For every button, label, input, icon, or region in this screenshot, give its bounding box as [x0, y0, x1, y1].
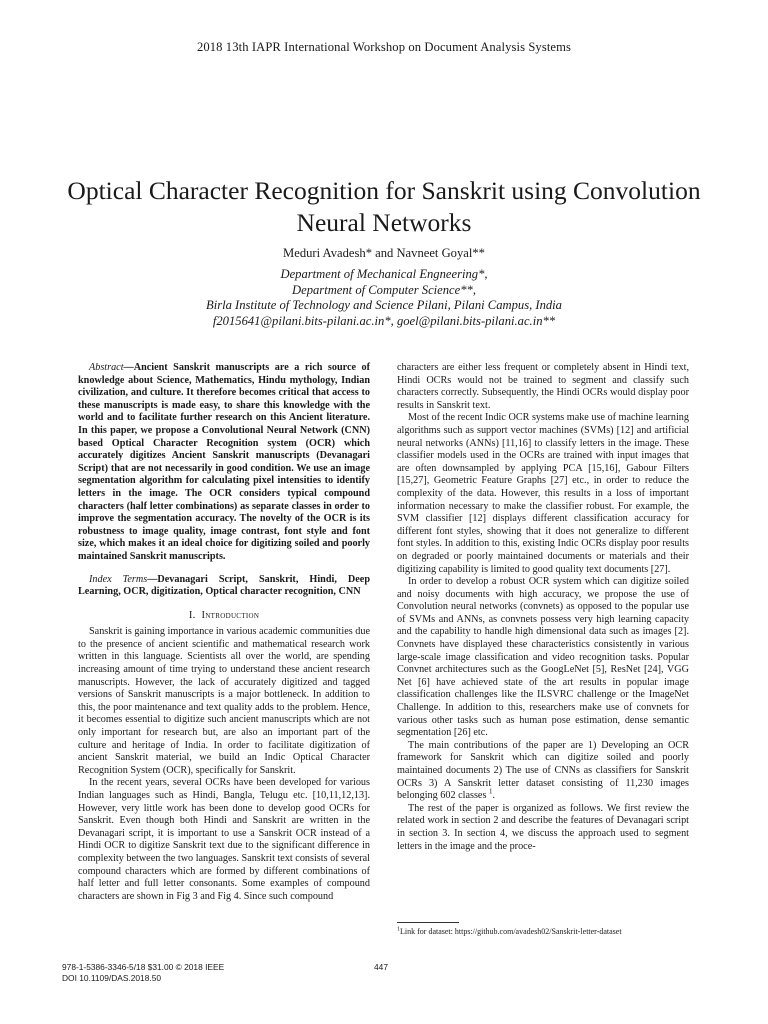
body-paragraph: Sanskrit is gaining importance in various academic communities due to the presence of ancient scientific and mathematical research work written in this language. Scientists all over the world, are spending increasing amount of time trying to understand these ancient research manuscripts. However, the lack of accurately digitized and tagged versions of Sanskrit manuscripts is a major bottleneck. In addition to this, the poor maintenance and text quality adds to the problem. Hence, it becomes essential to digitize such ancient manuscripts which are not only important for research but, are also an important part of the culture and heritage of India. In order to facilitate digitization of ancient Sanskrit material, we build an Indic Optical Character Recognition System (OCR), specifically for Sanskrit. [78, 626, 370, 776]
isbn-line: 978-1-5386-3346-5/18 $31.00 © 2018 IEEE [62, 962, 225, 972]
body-paragraph: In order to develop a robust OCR system which can digitize soiled and noisy documents with high accuracy, we propose the use of Convolution neural networks (convnets) as opposed to the popular use of SVMs and ANNs, as convnets possess very high learning capacity and the capability to handle high dimensional data such as images [2]. Convnets have displayed these characteristics consistently in various large-scale image classification and video recognition tasks. Popular Convnet architectures such as the GoogLeNet [5], ResNet [24], VGG Net [6] have achieved state of the art results in popular image classification challenges like the ILSVRC challenge or the ImageNet Challenge. In addition to this, researchers make use of convnets for various other tasks such as human pose estimation, dense semantic segmentation [26] etc. [397, 576, 689, 739]
right-column [397, 362, 689, 853]
index-terms-label: Index Terms [89, 573, 148, 585]
abstract [78, 362, 370, 564]
affiliations [0, 267, 768, 329]
affiliation-line: Department of Computer Science**, [292, 282, 476, 297]
body-paragraph: The rest of the paper is organized as follows. We first review the related work in section 2 and describe the features of Devanagari script in section 3. In section 4, we discuss the approach used to segment letters in the image and the proce- [397, 802, 689, 852]
body-paragraph: In the recent years, several OCRs have been developed for various Indian languages such as Hindi, Bangla, Telugu etc. [10,11,12,13]. However, very little work has been done to develop good OCRs for Sanskrit. Even though both Hindi and Sanskrit are written in the Devanagari script, it is important to use a Sanskrit OCR instead of a Hindi OCR to digitize Sanskrit text due to the significant difference in complexity between the two languages. Sanskrit text consists of several compound characters which are formed by different combinations of half letter and full letter consonants. Some examples of compound characters are shown in Fig 3 and Fig 4. Since such compound [78, 777, 370, 902]
section-title: Introduction [201, 609, 260, 621]
footnote-text: Link for dataset: https://github.com/avadesh02/Sanskrit-letter-dataset [400, 927, 622, 936]
author-emails: f2015641@pilani.bits-pilani.ac.in*, goel@pilani.bits-pilani.ac.in** [212, 313, 556, 328]
index-terms-text: —Devanagari Script, Sanskrit, Hindi, Deep Learning, OCR, digitization, Optical character recognition, CNN [78, 573, 370, 598]
left-column [78, 362, 370, 903]
contributions-paragraph [397, 740, 689, 803]
section-number: I. [188, 609, 196, 621]
abstract-label: Abstract [89, 362, 124, 373]
section-heading-introduction [78, 610, 370, 623]
body-paragraph: characters are either less frequent or completely absent in Hindi text, Hindi OCRs would not be trained to segment and classify such characters correctly. Subsequently, the Hindi OCRs would display poor results in Sanskrit text. [397, 362, 689, 411]
paper-title: Optical Character Recognition for Sanskrit using Convolution Neural Networks [67, 176, 701, 237]
body-paragraph: Most of the recent Indic OCR systems make use of machine learning algorithms such as support vector machines (SVMs) [12] and artificial neural networks (ANNs) [11,16] to classify letters in the image. These classifier models used in the OCRs are trained with input images that are often downsampled by applying PCA [15,16], Gabour Filters [15,27], Geometric Feature Graphs [27] etc., in order to reduce the complexity of the data. However, this results in a loss of important information necessary to make the classifier robust. For example, the SVM classifier [12] displays different classification accuracy for different font styles, showing that it does not generalize to different font styles. In addition to this, existing Indic OCRs display poor results on degraded or poorly maintained documents or materials and their digitizing capability is limited to good quality text documents [27]. [397, 412, 689, 575]
contributions-text: The main contributions of the paper are 1) Developing an OCR framework for Sanskrit which can digitize soiled and poorly maintained documents 2) The use of CNNs as classifiers for Sanskrit OCRs 3) A Sanskrit letter dataset consisting of 11,230 images belonging 602 classes [397, 739, 689, 802]
affiliation-line: Birla Institute of Technology and Science Pilani, Pilani Campus, India [206, 298, 562, 313]
index-terms [78, 574, 370, 599]
page-number: 447 [374, 962, 388, 972]
footnote [397, 927, 697, 937]
sentence-end: . [492, 790, 496, 802]
footnote-divider [397, 922, 459, 923]
footnote-mark: 1 [397, 926, 400, 933]
publication-footer [62, 962, 224, 984]
abstract-text: —Ancient Sanskrit manuscripts are a rich source of knowledge about Science, Mathematics, Hindu mythology, Indian civilization, and culture. It therefore becomes critical that access to these manuscripts is made easy, to share this knowledge with the world and to facilitate further research on this Ancient literature. In this paper, we propose a Convolutional Neural Network (CNN) based Optical Character Recognition system (OCR) which accurately digitizes Ancient Sanskrit manuscripts (Devanagari Script) that are not necessarily in good condition. We use an image segmentation algorithm for calculating pixel intensities to identify letters in the image. The OCR considers typical compound characters (half letter combinations) as separate classes in order to improve the segmentation accuracy. The novelty of the OCR is its robustness to image quality, image contrast, font style and font size, which makes it an ideal choice for digitizing soiled and poorly maintained Sanskrit manuscripts. [78, 362, 370, 562]
doi-line: DOI 10.1109/DAS.2018.50 [62, 973, 162, 983]
affiliation-line: Department of Mechanical Engneering*, [280, 267, 488, 281]
conference-header: 2018 13th IAPR International Workshop on Document Analysis Systems [196, 40, 572, 54]
author-list: Meduri Avadesh* and Navneet Goyal** [283, 246, 485, 260]
footnote-reference: 1 [488, 787, 493, 796]
